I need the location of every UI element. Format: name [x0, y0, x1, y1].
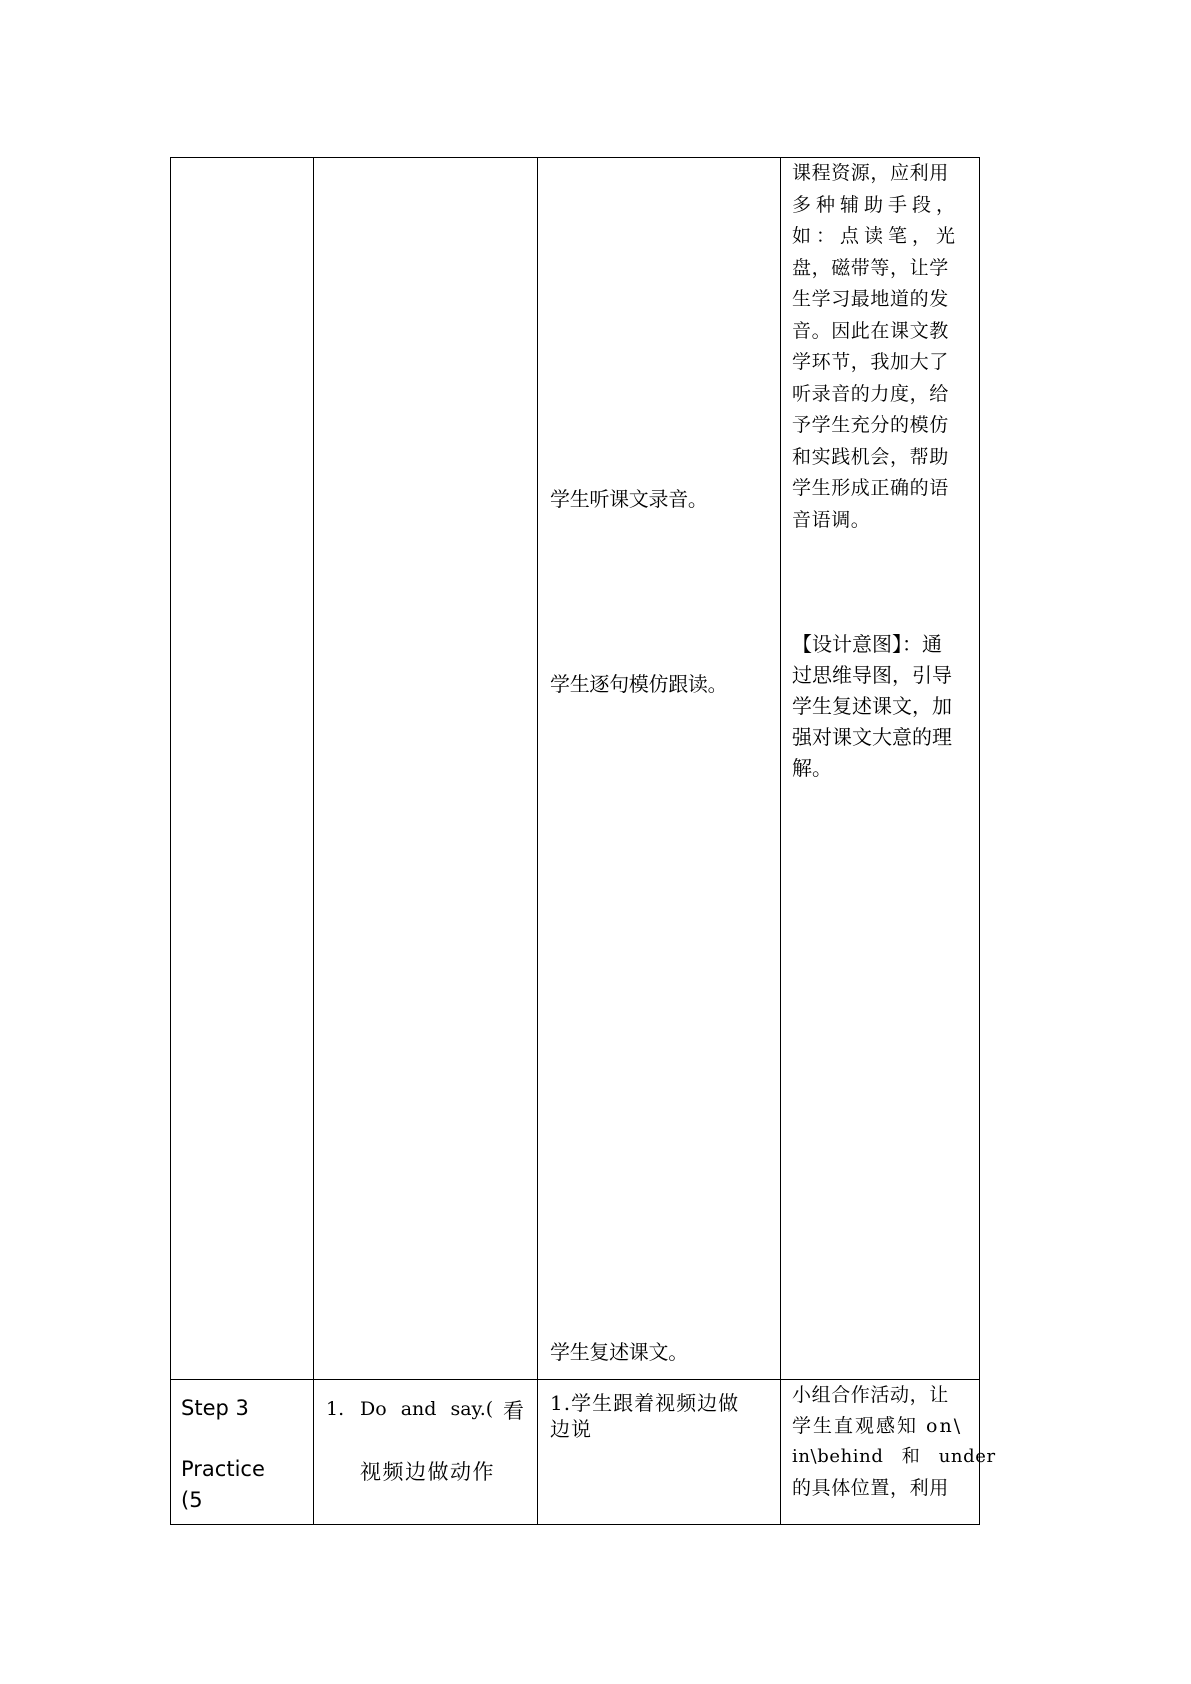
purpose-line: 小组合作活动，让: [792, 1384, 949, 1406]
design-intent-line: 【设计意图】：通: [792, 632, 942, 656]
practice-label: Practice: [181, 1457, 265, 1481]
design-intent-line: 解。: [792, 756, 832, 780]
table-border-left: [170, 157, 171, 1525]
table-border-right: [979, 157, 980, 1525]
para-line: 多种辅助手段，: [792, 193, 961, 216]
activity-title: Do and say.(: [360, 1398, 494, 1420]
retell-text: 学生复述课文。: [550, 1340, 688, 1364]
duration-label: (5: [181, 1488, 203, 1512]
table-border-bottom: [170, 1524, 980, 1525]
para-line: 予学生充分的模仿: [792, 414, 949, 436]
purpose-line: 学生直观感知 on\: [792, 1415, 963, 1437]
para-line: 盘，磁带等，让学: [792, 256, 949, 279]
student-activity-line: 1.学生跟着视频边做: [550, 1391, 740, 1415]
activity-zh-2: 视频边做动作: [360, 1460, 495, 1484]
design-intent-line: 学生复述课文，加: [792, 694, 952, 718]
activity-number: 1.: [326, 1398, 345, 1420]
cell-design-purpose-bottom: [781, 1380, 996, 1523]
para-line: 课程资源，应利用: [792, 162, 949, 184]
para-line: 学环节，我加大了: [792, 351, 949, 373]
listen-text: 学生听课文录音。: [550, 487, 708, 511]
imitate-text: 学生逐句模仿跟读。: [550, 672, 728, 696]
table-divider-1: [313, 157, 314, 1525]
resource-paragraph: [792, 163, 972, 533]
cell-teacher-activity: [314, 1380, 537, 1523]
activity-zh-1: 看: [503, 1399, 524, 1423]
para-line: 如：点读笔，光: [792, 225, 961, 247]
para-line: 听录音的力度，给: [792, 382, 949, 405]
para-line: 音。因此在课文教: [792, 319, 949, 342]
design-intent-line: 过思维导图，引导: [792, 663, 952, 687]
design-intent-paragraph: [792, 628, 977, 798]
para-line: 和实践机会，帮助: [792, 445, 949, 468]
para-line: 生学习最地道的发: [792, 288, 949, 310]
cell-step: [171, 1380, 313, 1523]
cell-student-activity-bottom: [538, 1380, 780, 1523]
para-line: 音语调。: [792, 508, 871, 531]
purpose-line: in\behind 和 under: [792, 1446, 996, 1467]
purpose-line: 的具体位置，利用: [792, 1477, 949, 1499]
lesson-plan-table: [170, 157, 996, 1525]
design-intent-line: 强对课文大意的理: [792, 725, 952, 749]
cell-student-activity-top: [538, 158, 780, 1379]
step-label: Step 3: [181, 1396, 249, 1420]
para-line: 学生形成正确的语: [792, 477, 949, 499]
student-activity-line: 边说: [550, 1417, 592, 1441]
cell-design-purpose-top: [781, 158, 978, 1379]
